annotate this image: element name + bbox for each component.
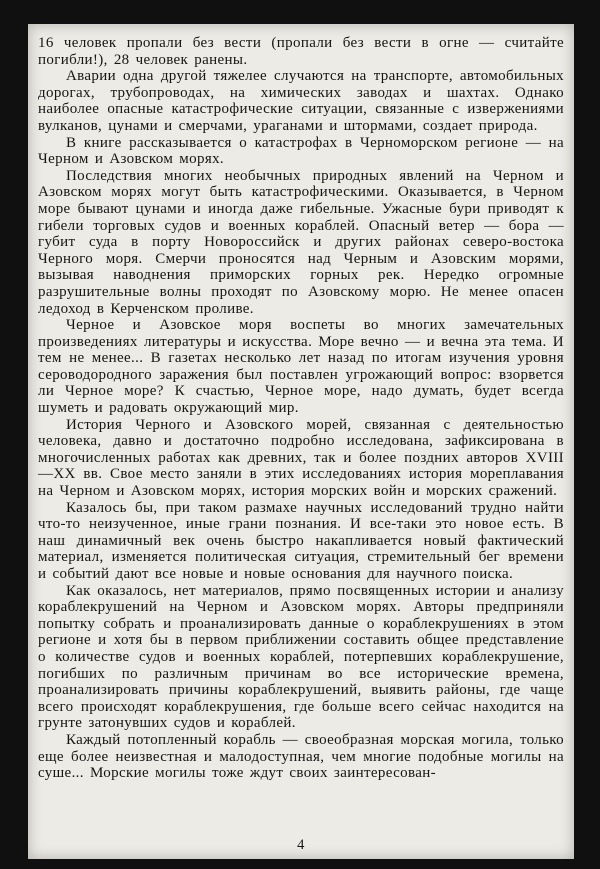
- page-number: 4: [297, 837, 305, 853]
- paragraph: История Черного и Азовского морей, связанная с деятельностью человека, давно и достаточно подробно исследована, зафиксирована в многочисленных работах как древних, так и более поздних авторов XVIII—XX вв. Свое место заняли в этих исследованиях история мореплавания на Черном и Азовском морях, история морских войн и морских сражений.: [38, 416, 564, 500]
- text-block: [38, 35, 564, 782]
- paragraph: Казалось бы, при таком размахе научных исследований трудно найти что-то неизученное, иные грани познания. И все-таки это новое есть. В наш динамичный век очень быстро накапливается новый фактический материал, изменяется политическая ситуация, стремительный бег времени и событий дают все новые и новые основания для научного поиска.: [38, 499, 564, 582]
- paragraph-continuation: 16 человек пропали без вести (пропали без вести в огне — считайте погибли!), 28 человек ранены.: [38, 35, 564, 68]
- paragraph: Черное и Азовское моря воспеты во многих замечательных произведениях литературы и искусства. Море вечно — и вечна эта тема. И тем не менее... В газетах несколько лет назад по итогам изучения уровня сероводородного заражения был поставлен угрожающий вопрос: взорвется ли Черное море? К счастью, Черное море, надо думать, будет всегда шуметь и радовать окружающий мир.: [38, 317, 564, 417]
- paragraph: Как оказалось, нет материалов, прямо посвященных истории и анализу кораблекрушений на Черном и Азовском морях. Авторы предприняли попытку собрать и проанализировать данные о кораблекрушениях в этом регионе и хотя бы в первом приближении составить общее представление о количестве судов и военных кораблей, потерпевших кораблекрушение, погибших по различным причинам во все исторические времена, проанализировать причины кораблекрушений, выявить районы, где чаще всего происходят кораблекрушения, где больше всего сейчас находится на грунте затонувших судов и кораблей.: [38, 582, 564, 732]
- paragraph: Последствия многих необычных природных явлений на Черном и Азовском морях могут быть катастрофическими. Оказывается, в Черном море бывают цунами и иногда даже гибельные. Ужасные бури приводят к гибели торговых судов и военных кораблей. Опасный ветер — бора — губит суда в порту Новороссийск и других районах северо-востока Черного моря. Смерчи проносятся над Черным и Азовским морями, вызывая наводнения приморских горных рек. Нередко огромные разрушительные волны проходят по Азовскому морю. Не менее опасен ледоход в Керченском проливе.: [38, 167, 564, 317]
- paragraph: Аварии одна другой тяжелее случаются на транспорте, автомобильных дорогах, трубопроводах, на химических заводах и шахтах. Однако наиболее опасные катастрофические ситуации, связанные с извержениями вулканов, цунами и смерчами, ураганами и штормами, создает природа.: [38, 68, 564, 134]
- paragraph: Каждый потопленный корабль — своеобразная морская могила, только еще более неизвестная и малодоступная, чем многие подобные могилы на суше... Морские могилы тоже ждут своих заинтересован-: [38, 731, 564, 782]
- book-page: [28, 24, 574, 859]
- paragraph: В книге рассказывается о катастрофах в Черноморском регионе — на Черном и Азовском морях.: [38, 134, 564, 168]
